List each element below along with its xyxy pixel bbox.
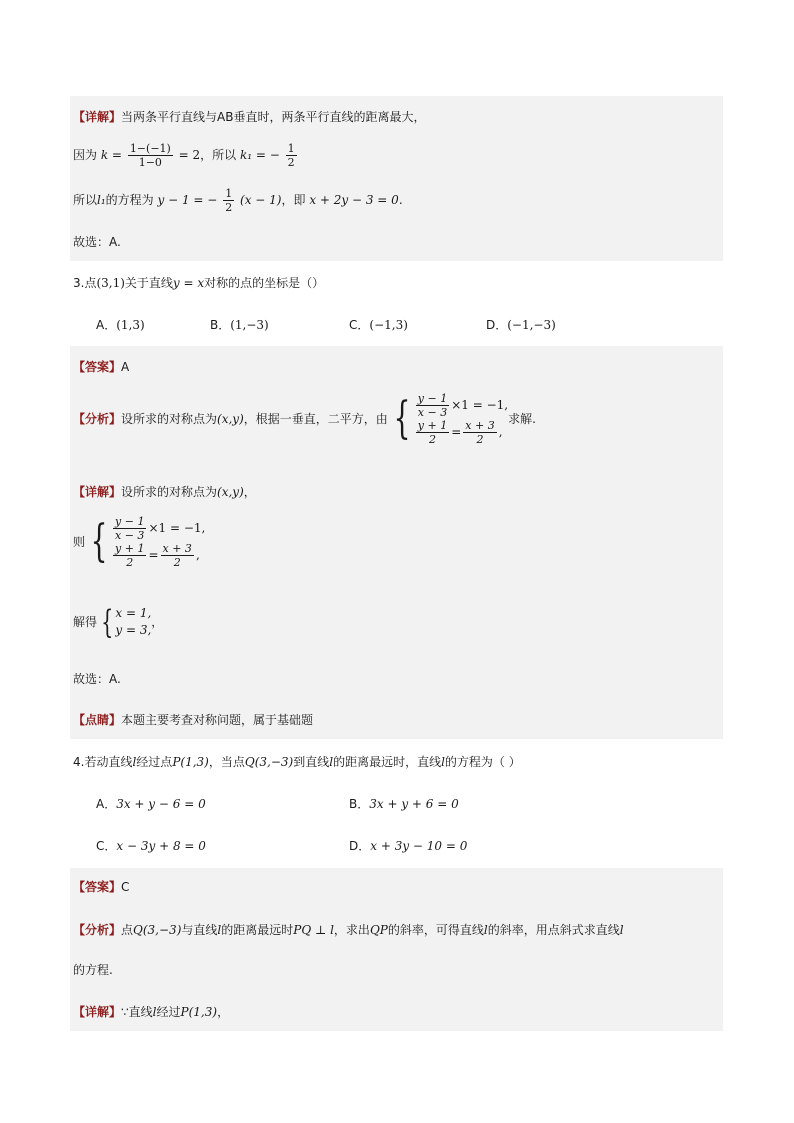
option-b: B．(1,−3)	[210, 318, 269, 332]
equation-system: { $\frac{y - 1}{x - 3}$ ×1 = −1, $\frac{y + 1}{2}$ = $\frac{x + 3}{2}$ ,	[90, 515, 206, 569]
answer-line: 【答案】A	[73, 360, 130, 374]
equation-line: 所以l₁的方程为 y − 1 = − $\frac{1}{2}$ (x − 1)，即 x + 2y − 3 = 0.	[73, 187, 403, 214]
option-c: C．x − 3y + 8 = 0	[96, 839, 206, 853]
answer-line: 【答案】C	[73, 880, 130, 894]
comment-line: 【点睛】本题主要考查对称问题，属于基础题	[73, 713, 314, 727]
equation-system: { $\frac{y - 1}{x - 3}$ ×1 = −1, $\frac{y + 1}{2}$ = $\frac{x + 3}{2}$ ,	[393, 392, 509, 446]
option-d: D．x + 3y − 10 = 0	[349, 839, 468, 853]
option-a: A．3x + y − 6 = 0	[96, 797, 206, 811]
detail-tag: 【详解】	[73, 110, 122, 124]
detail-line: 【详解】当两条平行直线与AB垂直时，两条平行直线的距离最大，	[73, 110, 426, 124]
answer-line: 故选：A.	[73, 235, 121, 249]
analysis-line: 【分析】点Q(3,−3)与直线l的距离最远时PQ ⊥ l，求出QP的斜率，可得直线l的斜率，用点斜式求直线l	[73, 923, 624, 937]
question-3-stem: 3.点(3,1)关于直线y = x对称的点的坐标是（）	[73, 276, 325, 290]
detail-line: 【详解】设所求的对称点为(x,y)，	[73, 485, 256, 499]
analysis-line-cont: 的方程.	[73, 963, 113, 977]
system-line: 则 { $\frac{y - 1}{x - 3}$ ×1 = −1, $\frac{y + 1}{2}$ = $\frac{x + 3}{2}$ ,	[73, 515, 206, 569]
question-4-stem: 4.若动直线l经过点P(1,3)，当点Q(3,−3)到直线l的距离最远时，直线l的方程为（ ）	[73, 755, 521, 769]
answer-line: 故选：A.	[73, 672, 121, 686]
option-b: B．3x + y + 6 = 0	[349, 797, 459, 811]
option-a: A．(1,3)	[96, 318, 145, 332]
analysis-line: 【分析】 设所求的对称点为 (x,y) ，根据一垂直，二平方，由 { $\frac{y - 1}{x - 3}$ ×1 = −1, $\frac{y + 1}{2}$ = $\frac{x + 3}{2}$ , 求解.	[73, 392, 536, 446]
slope-line: 因为 k = $\frac{1-(-1)}{1-0}$ = 2，所以 k₁ = − $\frac{1}{2}$	[73, 142, 295, 169]
detail-line: 【详解】∵直线l经过P(1,3)，	[73, 1005, 230, 1019]
solution-line: 解得 { x = 1, y = 3, ，	[73, 603, 164, 641]
solution-system: { x = 1, y = 3,	[101, 603, 152, 641]
option-d: D．(−1,−3)	[486, 318, 556, 332]
option-c: C．(−1,3)	[349, 318, 408, 332]
